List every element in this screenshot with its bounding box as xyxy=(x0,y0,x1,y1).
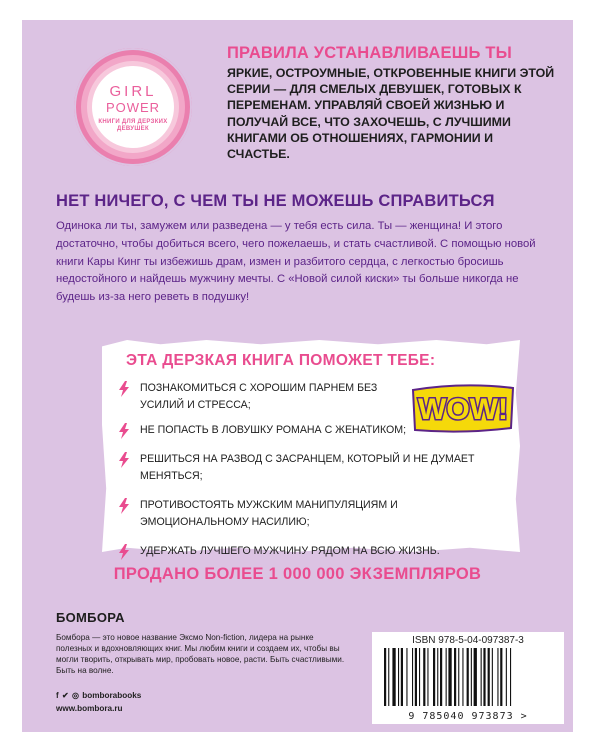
wow-badge xyxy=(407,380,519,436)
series-description: ЯРКИЕ, ОСТРОУМНЫЕ, ОТКРОВЕННЫЕ КНИГИ ЭТОЙ СЕРИИ — ДЛЯ СМЕЛЫХ ДЕВУШЕК, ГОТОВЫХ К ПЕРЕМЕНАМ. УПРАВЛЯЙ СВОЕЙ ЖИЗНЬЮ И ПОЛУЧАЙ ВСЕ, ЧТО ЗАХОЧЕШЬ, С ЛУЧШИМИ КНИГАМИ ОБ ОТНОШЕНИЯХ, ГАРМОНИИ И СЧАСТЬЕ. xyxy=(227,66,555,162)
barcode-stripe xyxy=(454,648,456,706)
barcode-stripe xyxy=(474,648,477,706)
barcode-stripe xyxy=(384,648,386,706)
barcode-stripe xyxy=(492,648,493,706)
barcode-stripe xyxy=(446,648,447,706)
lightning-bolt-icon xyxy=(118,452,130,468)
vk-icon[interactable]: ✔ xyxy=(61,691,69,700)
lightning-bolt-icon xyxy=(118,423,130,439)
barcode-stripe xyxy=(471,648,472,706)
barcode-digits: 9 785040 973873 > xyxy=(408,711,528,722)
benefit-text: РЕШИТЬСЯ НА РАЗВОД С ЗАСРАНЦЕМ, КОТОРЫЙ И НЕ ДУМАЕТ МЕНЯТЬСЯ; xyxy=(140,453,475,482)
barcode-stripe xyxy=(497,648,498,706)
lightning-bolt-icon xyxy=(118,381,130,397)
instagram-icon[interactable]: ◎ xyxy=(71,691,79,700)
barcode-stripe xyxy=(481,648,482,706)
series-heading: ПРАВИЛА УСТАНАВЛИВАЕШЬ ТЫ xyxy=(227,44,512,62)
girl-power-logo xyxy=(74,48,192,166)
book-back-cover xyxy=(22,20,573,732)
benefit-item xyxy=(116,543,516,560)
barcode-stripe xyxy=(488,648,490,706)
isbn-text: ISBN 978-5-04-097387-3 xyxy=(412,635,524,646)
social-handle[interactable]: bomborabooks xyxy=(82,691,142,700)
barcode-stripe xyxy=(398,648,399,706)
barcode-stripe xyxy=(412,648,413,706)
barcode-stripe xyxy=(406,648,407,706)
logo-line-girl: GIRL xyxy=(109,83,157,100)
barcode-stripe xyxy=(427,648,428,706)
main-heading: НЕТ НИЧЕГО, С ЧЕМ ТЫ НЕ МОЖЕШЬ СПРАВИТЬСЯ xyxy=(56,192,495,210)
barcode-stripe xyxy=(483,648,485,706)
lightning-bolt-icon xyxy=(118,544,130,560)
logo-line-tagline-2: ДЕВУШЕК xyxy=(117,126,149,132)
barcode-stripe xyxy=(401,648,403,706)
barcode-stripe xyxy=(510,648,511,706)
barcode-stripe xyxy=(458,648,459,706)
benefit-item xyxy=(116,451,516,485)
barcode-stripe xyxy=(392,648,395,706)
website-link[interactable]: www.bombora.ru xyxy=(56,704,123,713)
wow-text: WOW! xyxy=(418,393,508,426)
barcode-stripe xyxy=(388,648,389,706)
benefit-text: ПРОТИВОСТОЯТЬ МУЖСКИМ МАНИПУЛЯЦИЯМ И ЭМОЦИОНАЛЬНОМУ НАСИЛИЮ; xyxy=(140,499,398,528)
publisher-logo: БОМБОРА xyxy=(56,610,125,625)
barcode-stripe xyxy=(462,648,463,706)
publisher-description: Бомбора — это новое название Эксмо Non-fiction, лидера на рынке полезных и вдохновляющих книг. Мы любим книги и создаем их, чтобы вы могли творить, открывать мир, пробовать новое, расти. Быть счастливыми. Быть на волне. xyxy=(56,633,345,675)
benefit-text: НЕ ПОПАСТЬ В ЛОВУШКУ РОМАНА С ЖЕНАТИКОМ; xyxy=(140,424,407,436)
lightning-bolt-icon xyxy=(118,498,130,514)
barcode-stripe xyxy=(448,648,451,706)
barcode-stripe xyxy=(415,648,417,706)
benefit-item xyxy=(116,497,516,531)
social-links xyxy=(56,691,141,700)
logo-line-power: POWER xyxy=(105,100,161,115)
benefit-text: УДЕРЖАТЬ ЛУЧШЕГО МУЖЧИНУ РЯДОМ НА ВСЮ ЖИЗНЬ. xyxy=(140,545,440,557)
barcode-stripe xyxy=(467,648,469,706)
barcode-stripe xyxy=(433,648,435,706)
barcode-stripe xyxy=(423,648,425,706)
benefits-title: ЭТА ДЕРЗКАЯ КНИГА ПОМОЖЕТ ТЕБЕ: xyxy=(126,352,436,369)
barcode-stripe xyxy=(506,648,507,706)
logo-text xyxy=(74,84,192,133)
barcode-stripe xyxy=(419,648,420,706)
barcode-box xyxy=(372,632,564,724)
barcode-stripe xyxy=(440,648,442,706)
benefit-text: ПОЗНАКОМИТЬСЯ С ХОРОШИМ ПАРНЕМ БЕЗ УСИЛИЙ И СТРЕССА; xyxy=(140,382,378,411)
barcode-stripe xyxy=(437,648,438,706)
sold-copies-banner: ПРОДАНО БОЛЕЕ 1 000 000 ЭКЗЕМПЛЯРОВ xyxy=(113,565,482,583)
main-paragraph: Одинока ли ты, замужем или разведена — у тебя есть сила. Ты — женщина! И этого достаточно, чтобы добиться всего, чего пожелаешь, и стать счастливой. С помощью новой книги Кары Кинг ты избежишь драм, измен и разбитого сердца, с легкостью бросишь недостойного и найдешь мужчину мечты. С «Новой силой киски» ты больше никогда не будешь из-за него реветь в подушку! xyxy=(56,220,536,304)
barcode-icon xyxy=(384,648,552,706)
barcode-stripe xyxy=(500,648,502,706)
logo-line-tagline-1: КНИГИ ДЛЯ ДЕРЗКИХ xyxy=(98,119,168,125)
facebook-icon[interactable]: f xyxy=(56,691,59,700)
